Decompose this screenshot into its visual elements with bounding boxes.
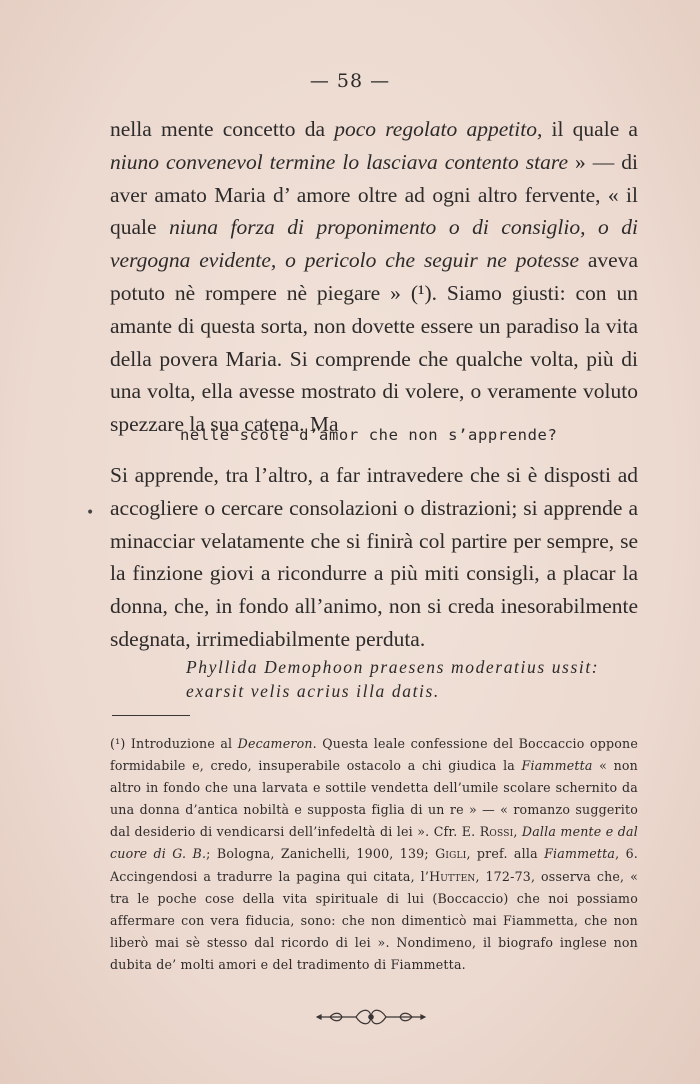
text-run: aveva potuto nè rompere nè piegare » (¹). Siamo giusti: con un amante di questa sorta, non dovette essere un paradiso la vita della povera Maria. Si comprende che qualche volta, più di una volta, ella avesse mostrato di volere, o veramente voluto spezzare la sua catena. Ma	[110, 248, 638, 437]
fn-italic: Dalla mente e dal cuore di G. B.	[110, 824, 638, 862]
main-paragraph-2	[110, 459, 638, 656]
verse-line-2: exarsit velis acrius illa datis.	[186, 681, 440, 701]
ornament-icon	[316, 1004, 426, 1030]
fn-author: Hutten	[429, 868, 476, 884]
italic-quote: poco regolato appetito,	[334, 117, 543, 141]
paragraph-text: Si apprende, tra l’altro, a far intravedere che si è disposti ad accogliere o cercare consolazioni o distrazioni; si apprende a minacciar velatamente che si finirà col partire per sempre, se la finzione giovi a ricondurre a più miti consigli, a placar la donna, che, in fondo all’animo, non si creda inesorabilmente sdegnata, irrimediabilmente perduta.	[110, 463, 638, 651]
fn-text: « non altro in fondo che una larvata e sottile vendetta dell’umile scolare schernito da una donna d’antica nobiltà e supposta figlia di un re » — « romanzo suggerito dal desiderio di vendicarsi dell’infedeltà di lei ». Cfr. E.	[110, 758, 638, 840]
verse-line-1: Phyllida Demophoon praesens moderatius ussit:	[186, 657, 600, 677]
margin-dot: •	[86, 505, 95, 521]
fn-text: . Questa leale confessione del Boccaccio oppone formidabile e, credo, insuperabile ostacolo a chi giudica la	[110, 736, 638, 774]
text-run: » — di aver amato Maria d’ amore oltre ad ogni altro fervente, « il quale	[110, 149, 638, 240]
fn-text: , 172-73, osserva che, « tra le poche cose della vita spirituale di lui (Boccaccio) che noi possiamo affermare con vera fiducia, sono: che non dimenticò mai Fiammetta, che non liberò mai sè stesso dal ricordo di lei ». Nondimeno, il biografo inglese non dubita de’ molti amori e del tradimento di Fiammetta.	[110, 868, 638, 972]
italic-quote: niuno convenevol termine lo lasciava contento stare	[110, 149, 568, 174]
text-run: il quale a	[542, 117, 638, 141]
verse-quote-1: nelle scole d’amor che non s’apprende?	[180, 426, 558, 444]
fn-text: , pref. alla	[466, 846, 545, 862]
latin-verse-quote	[186, 655, 636, 703]
fn-italic: Decameron	[237, 736, 313, 751]
page-number: — 58 —	[309, 70, 391, 92]
footnote-divider	[112, 715, 190, 716]
fn-text: ,	[513, 824, 522, 840]
fn-author: Gigli	[435, 846, 467, 862]
fn-author: Rossi	[479, 824, 514, 840]
fn-italic: Fiammetta	[544, 846, 616, 862]
fn-italic: Fiammetta	[521, 758, 593, 774]
fn-text: , 6. Accingendosi a tradurre la pagina qui citata, l’	[110, 846, 639, 884]
footnote	[110, 733, 638, 976]
main-paragraph-1	[110, 113, 638, 441]
italic-quote: niuna forza di proponimento o di consiglio, o di vergogna evidente, o pericolo che seguir ne potesse	[110, 215, 638, 273]
text-run: nella mente concetto da	[110, 117, 335, 141]
fn-text: ; Bologna, Zanichelli, 1900, 139;	[206, 846, 436, 862]
fn-text: (¹) Introduzione al	[110, 736, 238, 751]
